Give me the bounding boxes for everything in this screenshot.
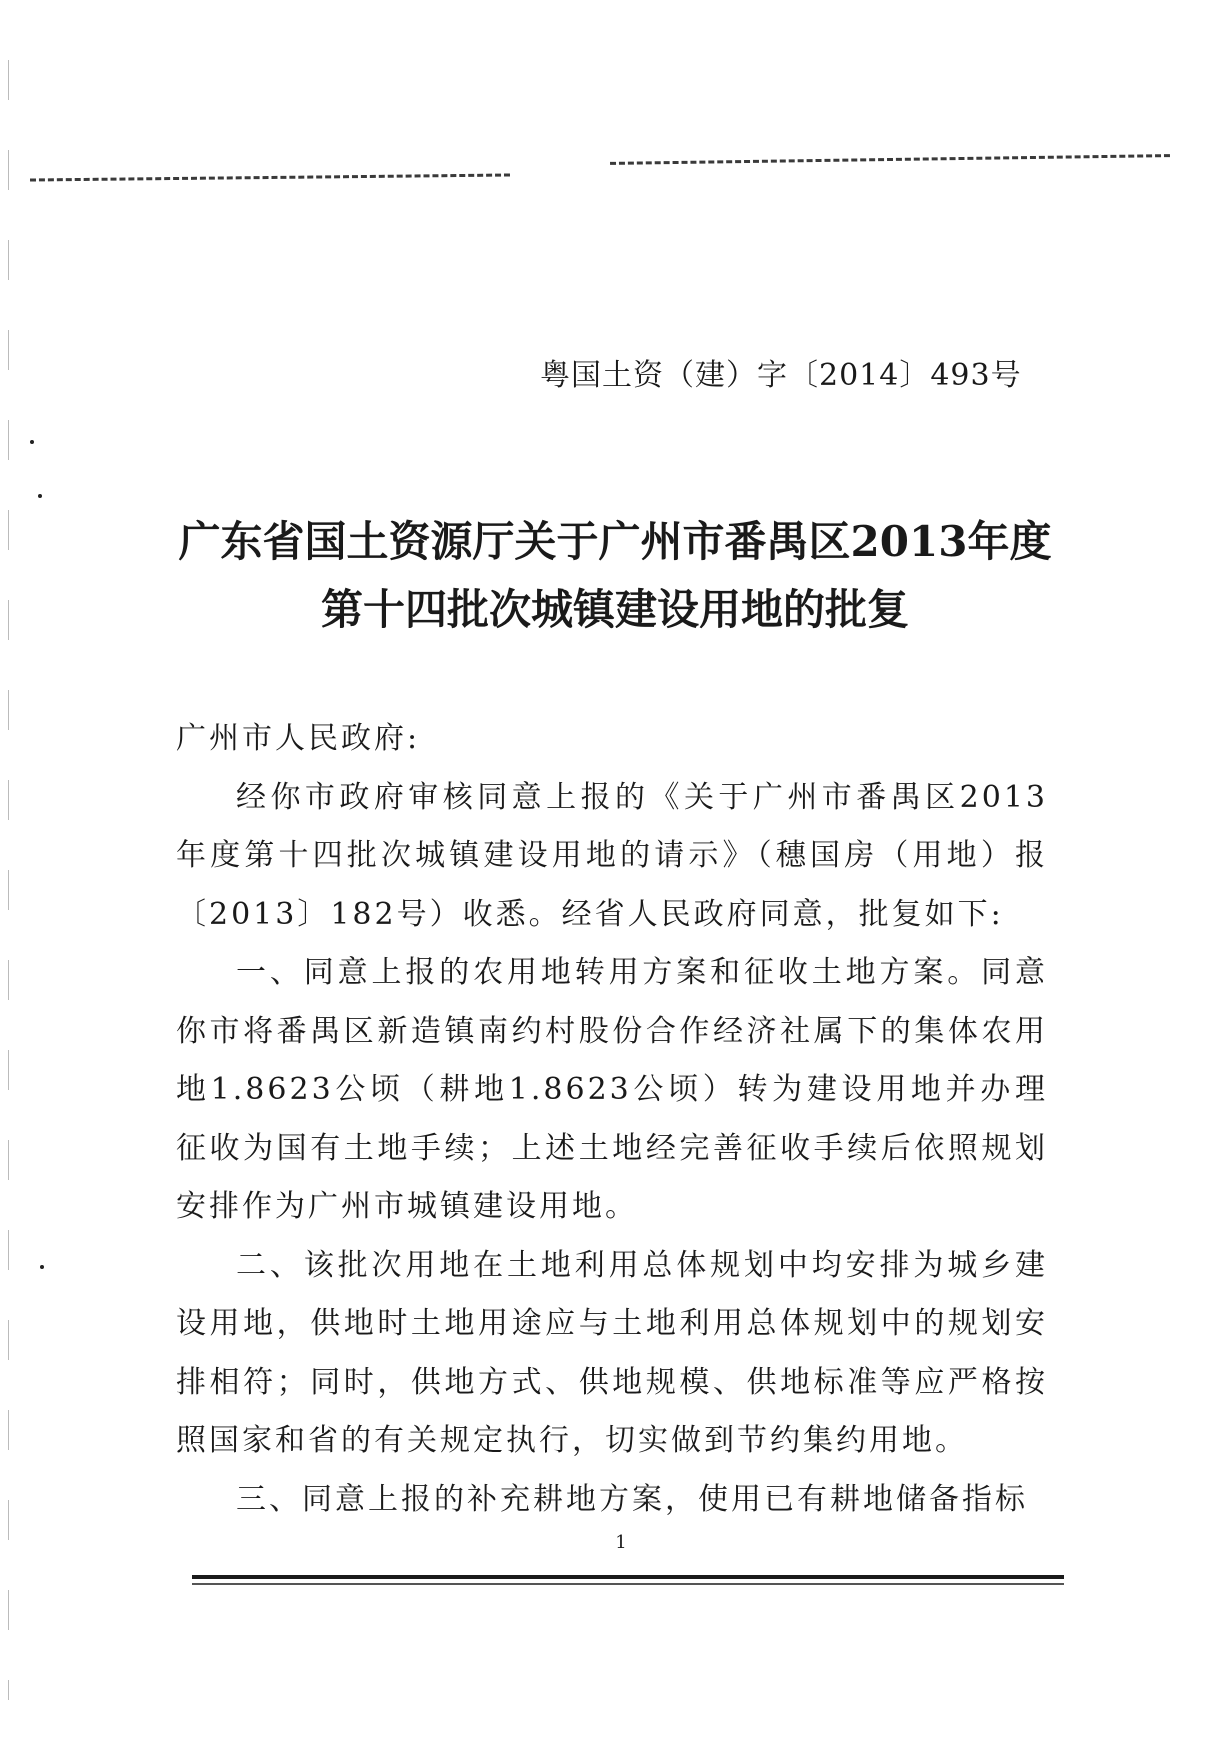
page-number: 1 bbox=[615, 1532, 627, 1553]
scan-speck bbox=[38, 494, 42, 498]
title-line-2: 第十四批次城镇建设用地的批复 bbox=[320, 585, 909, 634]
paragraph-3: 三、同意上报的补充耕地方案，使用已有耕地储备指标 bbox=[236, 1481, 1028, 1517]
salutation: 广州市人民政府: bbox=[176, 721, 421, 756]
footer-rule bbox=[192, 1575, 1064, 1579]
paragraph-1: 一、同意上报的农用地转用方案和征收土地方案。同意你市将番禺区新造镇南约村股份合作经济社属下的集体农用地1.8623公顷（耕地1.8623公顷）转为建设用地并办理征收为国有土地手续；上述土地经完善征收手续后依照规划安排作为广州市城镇建设用地。 bbox=[176, 955, 1048, 1224]
top-dashed-line-right bbox=[610, 154, 1170, 165]
scan-speck bbox=[40, 1265, 44, 1269]
footer-rule-thin bbox=[192, 1583, 1064, 1585]
top-dashed-line-left bbox=[30, 173, 510, 181]
scan-edge bbox=[8, 60, 9, 1700]
paragraph-2: 二、该批次用地在土地利用总体规划中均安排为城乡建设用地，供地时土地用途应与土地利用总体规划中的规划安排相符；同时，供地方式、供地规模、供地标准等应严格按照国家和省的有关规定执行，切实做到节约集约用地。 bbox=[176, 1247, 1048, 1458]
scan-speck bbox=[30, 440, 34, 444]
document-number: 粤国土资（建）字〔2014〕493号 bbox=[540, 358, 1022, 393]
document-body bbox=[176, 710, 1048, 1529]
document-title bbox=[150, 508, 1080, 644]
title-line-1: 广东省国土资源厅关于广州市番禺区2013年度 bbox=[178, 517, 1052, 566]
paragraph-intro: 经你市政府审核同意上报的《关于广州市番禺区2013年度第十四批次城镇建设用地的请示》（穗国房（用地）报〔2013〕182号）收悉。经省人民政府同意，批复如下: bbox=[176, 779, 1048, 932]
